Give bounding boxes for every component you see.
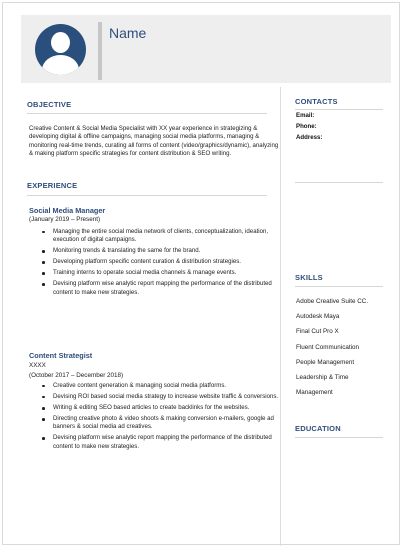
avatar-icon	[35, 24, 86, 75]
job-title: Content Strategist	[29, 351, 93, 360]
objective-text: Creative Content & Social Media Specialist with XX year experience in strategizing & developing digital & offline campaigns, managing social media platforms, managing & monitoring real-time trends, curating all forms of content (video/graphics/dynamic), analyzing & making platform specific strategies for content distribution & SEO writing.	[29, 125, 279, 158]
contacts-heading: CONTACTS	[295, 97, 338, 106]
skill-item: People Management	[296, 359, 355, 366]
phone-label: Phone:	[296, 123, 317, 130]
job-dates: (January 2019 – Present)	[29, 216, 101, 223]
experience-heading: EXPERIENCE	[27, 181, 78, 190]
contacts-rule	[295, 109, 383, 110]
contacts-bottom-rule	[295, 182, 383, 183]
job-dates: (October 2017 – December 2018)	[29, 372, 124, 379]
objective-rule	[27, 113, 267, 114]
job-company: XXXX	[29, 362, 46, 369]
objective-heading: OBJECTIVE	[27, 100, 72, 109]
skill-item: Fluent Communication	[296, 344, 359, 351]
skills-rule	[295, 286, 383, 287]
skills-heading: SKILLS	[295, 273, 323, 282]
job-bullet: Writing & editing SEO based articles to create backlinks for the websites.	[53, 404, 283, 412]
email-label: Email:	[296, 112, 315, 119]
experience-rule	[27, 195, 267, 196]
avatar-body	[42, 55, 79, 75]
education-heading: EDUCATION	[295, 424, 341, 433]
address-label: Address:	[296, 134, 323, 141]
job-bullet: Creative content generation & managing social media platforms.	[53, 382, 283, 390]
education-rule	[295, 437, 383, 438]
job-title: Social Media Manager	[29, 206, 106, 215]
candidate-name: Name	[109, 25, 147, 41]
resume-header	[21, 15, 391, 83]
job-bullet: Devising ROI based social media strategy to increase website traffic & conversions.	[53, 393, 283, 401]
job-bullets	[53, 382, 283, 454]
resume-page	[2, 2, 400, 545]
name-accent-bar	[98, 22, 102, 80]
column-divider	[280, 87, 281, 546]
job-bullet: Devising platform wise analytic report mapping the performance of the distributed content to make new strategies.	[53, 434, 283, 450]
job-bullet: Directing creative photo & video shoots & making conversion e-mailers, google ad banners & social media ad creatives.	[53, 415, 283, 431]
skill-item: Adobe Creative Suite CC.	[296, 298, 369, 305]
job-bullet: Monitoring trends & translating the same for the brand.	[53, 247, 283, 255]
job-bullets	[53, 228, 283, 300]
job-bullet: Training interns to operate social media channels & manage events.	[53, 269, 283, 277]
skill-item: Leadership & Time	[296, 374, 349, 381]
skill-item: Autodesk Maya	[296, 313, 340, 320]
skill-item: Management	[296, 389, 333, 396]
avatar-head	[51, 32, 70, 53]
job-bullet: Developing platform specific content curation & distribution strategies.	[53, 258, 283, 266]
job-bullet: Devising platform wise analytic report mapping the performance of the distributed content to make new strategies.	[53, 280, 283, 296]
skill-item: Final Cut Pro X	[296, 328, 339, 335]
job-bullet: Managing the entire social media network of clients, conceptualization, ideation, execution of digital campaigns.	[53, 228, 283, 244]
